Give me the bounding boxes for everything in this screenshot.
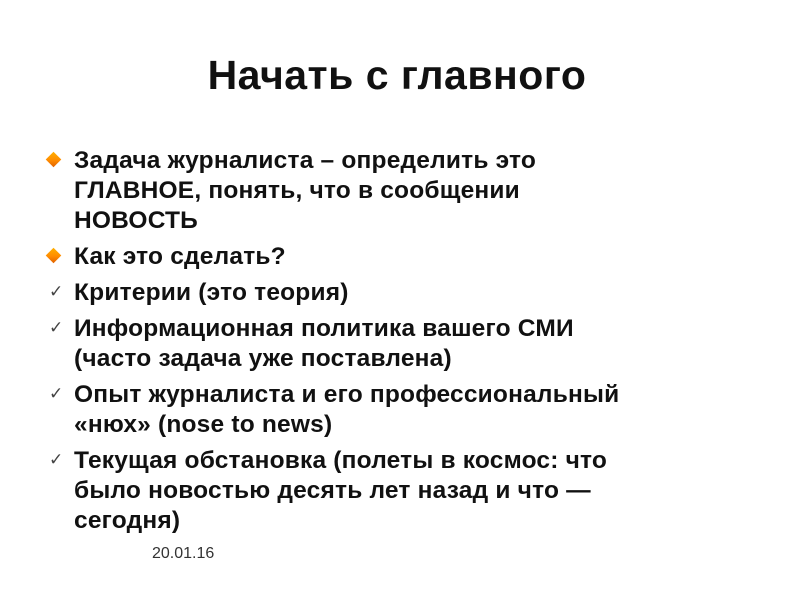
slide-date: 20.01.16 — [152, 545, 215, 562]
bullet-text-line: ГЛАВНОЕ, понять, что в сообщении — [74, 177, 520, 204]
bullet-text-line: сегодня) — [74, 507, 181, 534]
bullet-text-line: Критерии (это теория) — [74, 279, 349, 306]
bullet-text-line: «нюх» (nose to news) — [74, 411, 333, 438]
bullet-text-line: Как это сделать? — [74, 243, 286, 270]
diamond-bullet-icon — [46, 152, 62, 168]
bullet-text-line: было новостью десять лет назад и что — — [74, 477, 591, 504]
bullet-item — [46, 278, 746, 308]
bullet-item — [46, 380, 746, 440]
bullet-item — [46, 146, 746, 236]
checkmark-bullet-icon: ✓ — [49, 318, 64, 337]
bullet-text-line: Задача журналиста – определить это — [74, 147, 537, 174]
bullet-item — [46, 446, 746, 536]
checkmark-bullet-icon: ✓ — [49, 282, 64, 301]
bullet-list — [46, 146, 746, 536]
bullet-text-line: НОВОСТЬ — [74, 207, 198, 234]
checkmark-bullet-icon: ✓ — [49, 450, 64, 469]
diamond-bullet-icon — [46, 248, 62, 264]
slide-title: Начать с главного — [207, 52, 587, 98]
bullet-text-line: Опыт журналиста и его профессиональный — [74, 381, 620, 408]
bullet-text-line: Информационная политика вашего СМИ — [74, 315, 574, 342]
bullet-item — [46, 314, 746, 374]
bullet-item — [46, 242, 746, 272]
checkmark-bullet-icon: ✓ — [49, 384, 64, 403]
bullet-text-line: Текущая обстановка (полеты в космос: что — [74, 447, 608, 474]
bullet-text-line: (часто задача уже поставлена) — [74, 345, 452, 372]
